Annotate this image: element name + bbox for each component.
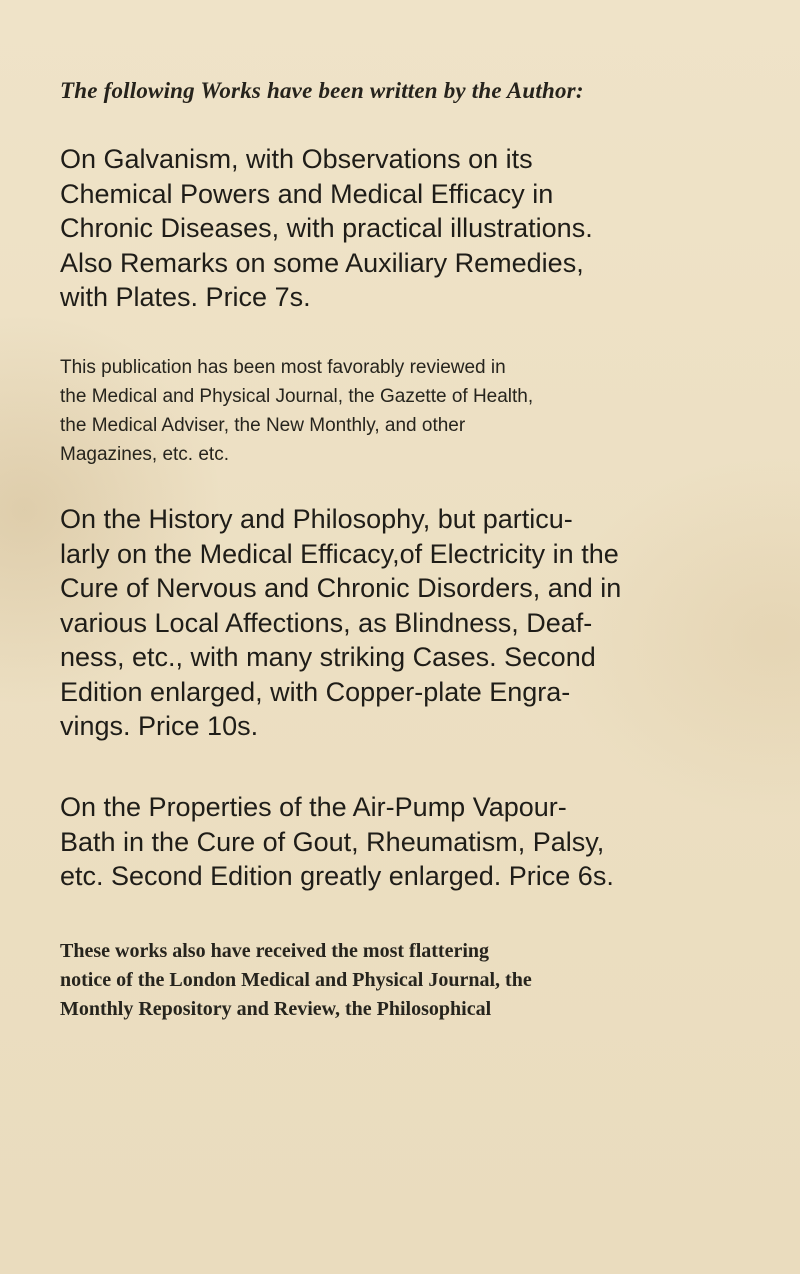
text-line: Edition enlarged, with Copper-plate Engra- xyxy=(60,676,571,707)
text-line: Also Remarks on some Auxiliary Remedies, xyxy=(60,247,584,278)
text-line: with Plates. Price 7s. xyxy=(60,282,311,312)
text-line: the Medical and Physical Journal, the Gazette of Health, xyxy=(60,386,534,407)
review-note-first xyxy=(60,353,750,469)
text-line: On the History and Philosophy, but particu- xyxy=(60,504,573,534)
text-line: On the Properties of the Air-Pump Vapour- xyxy=(60,792,567,822)
text-line: vings. Price 10s. xyxy=(60,711,259,741)
work-entry-galvanism xyxy=(60,142,750,315)
work-entry-electricity xyxy=(60,502,750,744)
text-line: Chronic Diseases, with practical illustrations. xyxy=(60,213,593,243)
text-line: Chemical Powers and Medical Efficacy in xyxy=(60,178,554,209)
text-line: Monthly Repository and Review, the Philosophical xyxy=(60,998,492,1020)
text-line: Magazines, etc. etc. xyxy=(60,444,229,465)
work-entry-vapour-bath xyxy=(60,790,750,894)
review-note-second xyxy=(60,937,750,1024)
text-line: On Galvanism, with Observations on its xyxy=(60,144,533,174)
page-header: The following Works have been written by the Author: xyxy=(60,78,584,103)
text-line: ness, etc., with many striking Cases. Second xyxy=(60,642,596,672)
text-line: notice of the London Medical and Physical Journal, the xyxy=(60,969,532,991)
text-line: This publication has been most favorably reviewed in xyxy=(60,357,506,378)
text-line: various Local Affections, as Blindness, Deaf- xyxy=(60,607,593,638)
text-line: Bath in the Cure of Gout, Rheumatism, Palsy, xyxy=(60,826,605,857)
text-line: These works also have received the most flattering xyxy=(60,940,490,962)
text-line: etc. Second Edition greatly enlarged. Price 6s. xyxy=(60,861,614,891)
text-line: larly on the Medical Efficacy,of Electricity in the xyxy=(60,538,619,569)
text-line: Cure of Nervous and Chronic Disorders, and in xyxy=(60,573,622,603)
text-line: the Medical Adviser, the New Monthly, and other xyxy=(60,415,466,436)
